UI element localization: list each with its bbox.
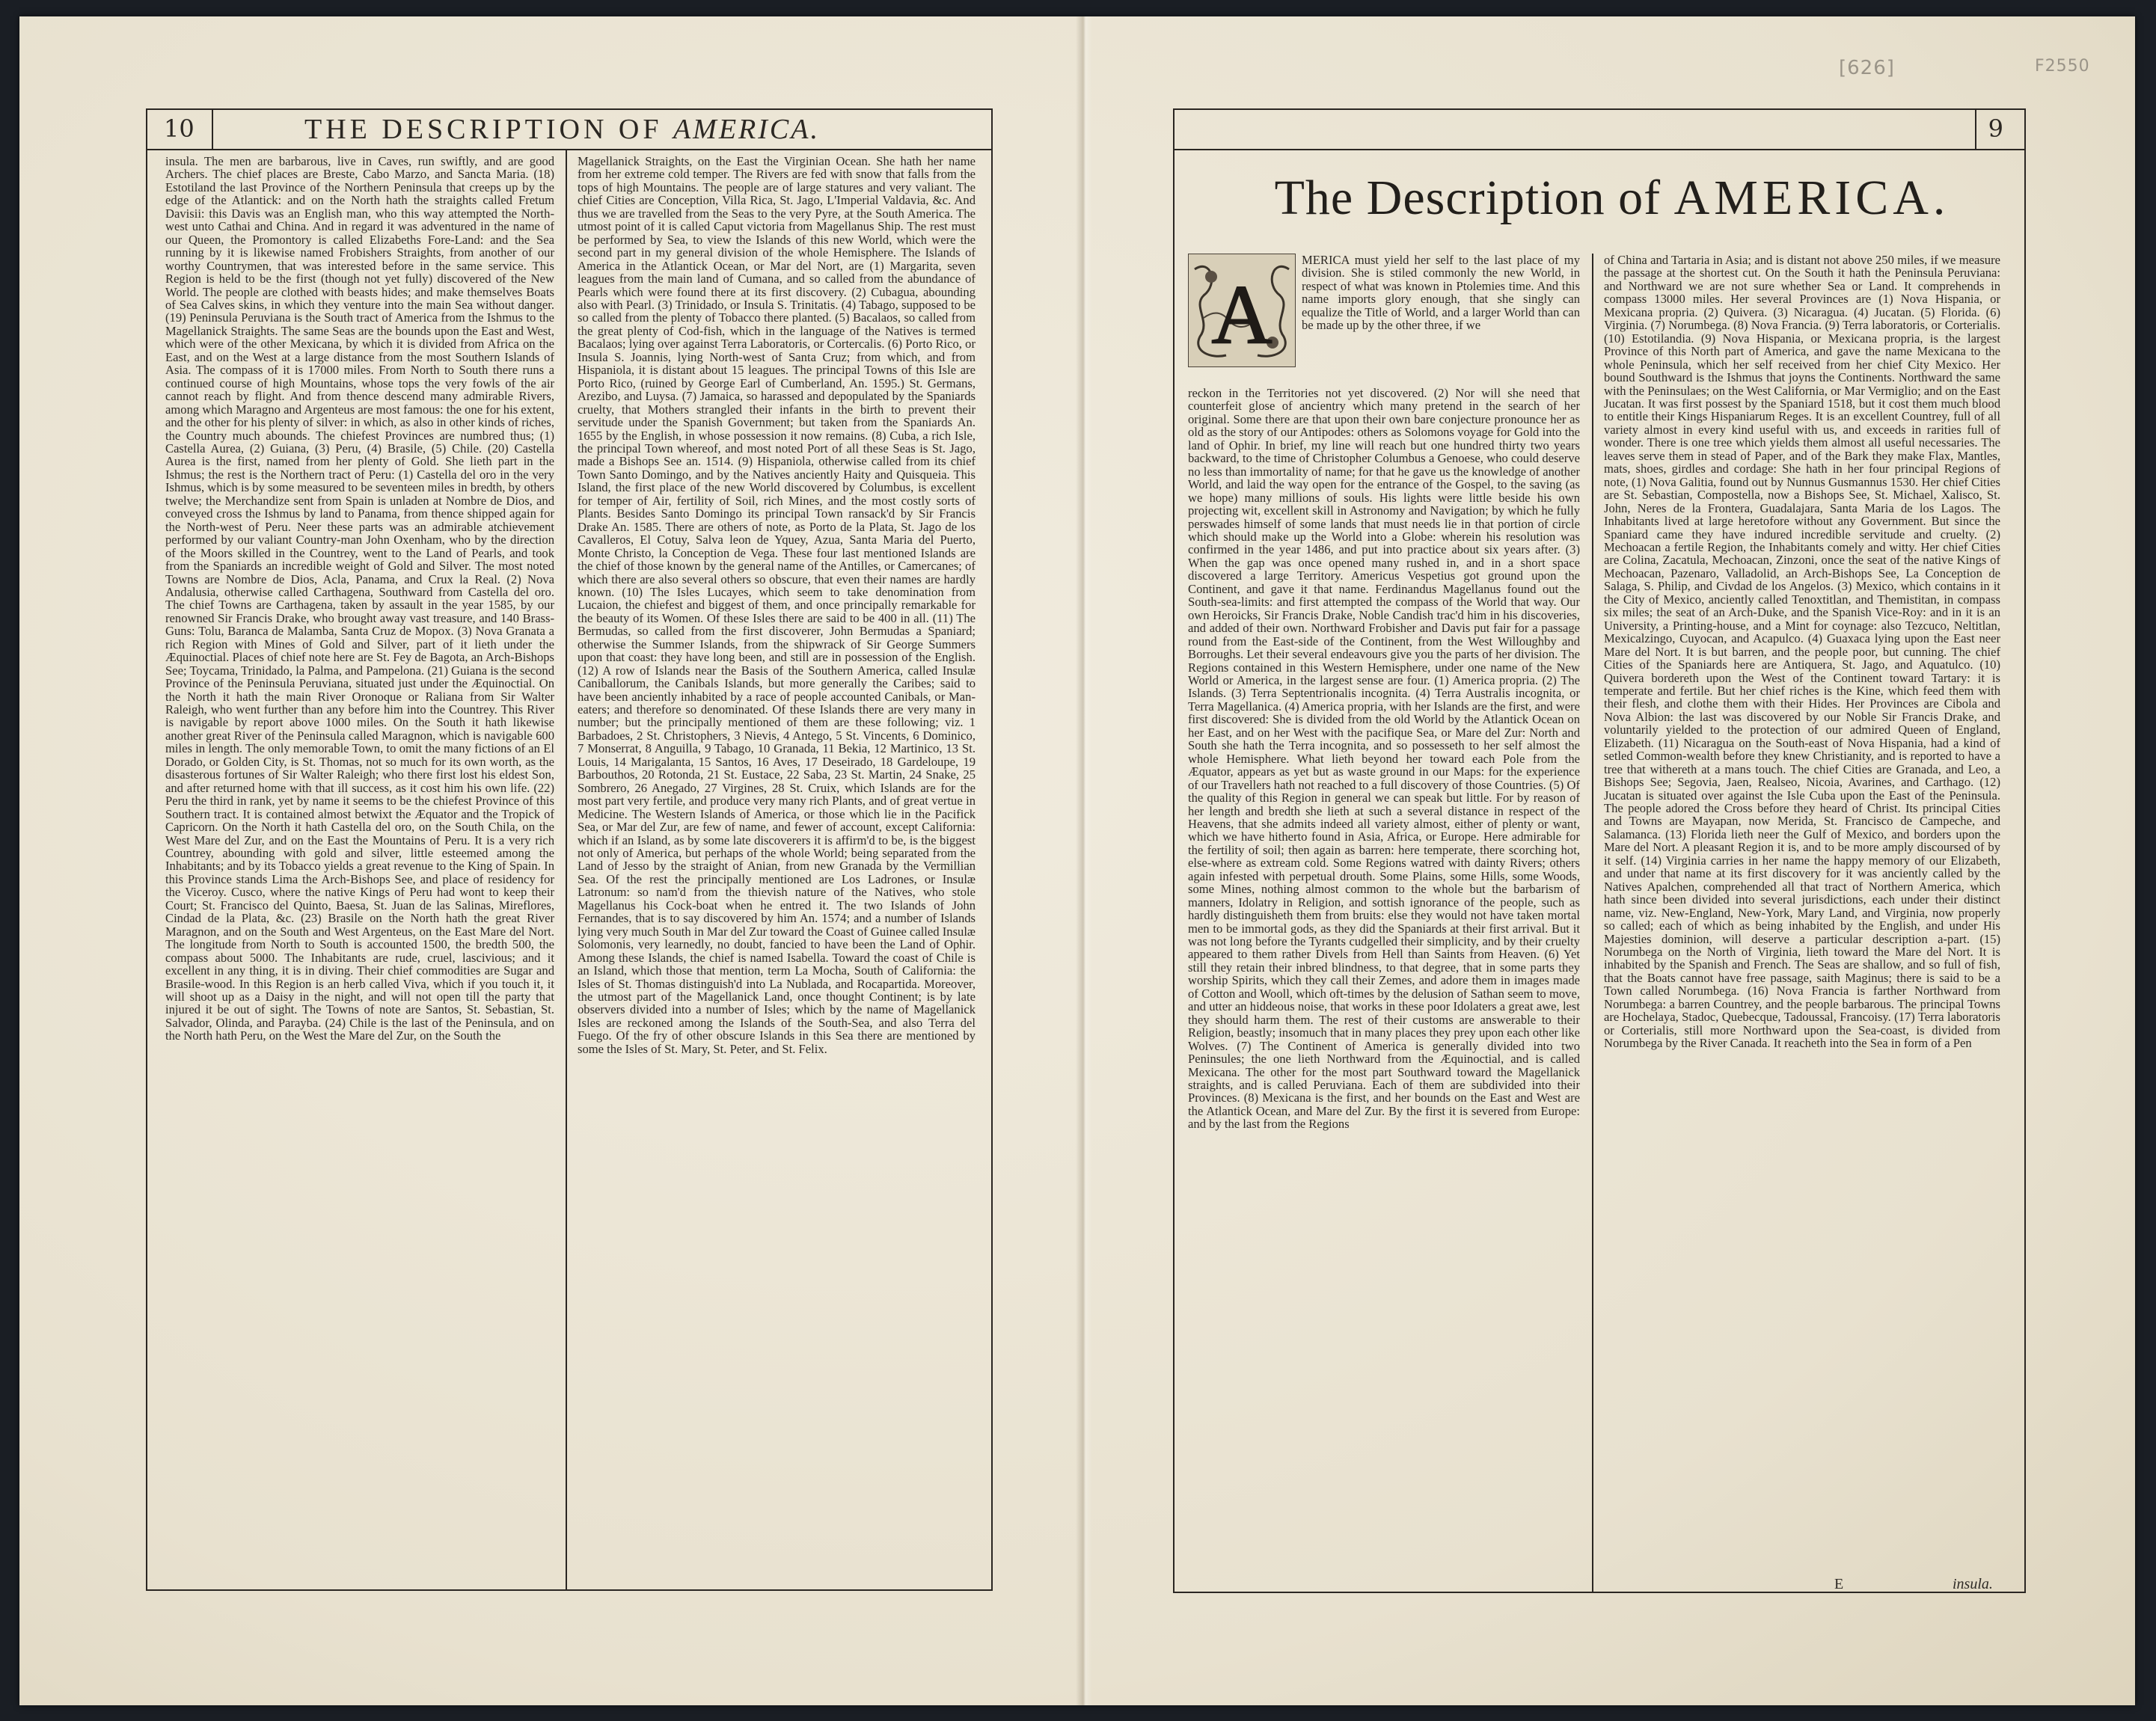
main-title-text: The Description of — [1274, 171, 1662, 225]
center-fold — [1076, 16, 1092, 1705]
left-column-2 — [578, 155, 976, 1585]
right-page-number: 9 — [1988, 114, 2003, 143]
running-title-text: THE DESCRIPTION OF — [304, 114, 663, 145]
right-column-2 — [1604, 254, 2000, 1574]
running-title-name: AMERICA. — [673, 114, 820, 145]
right-column-rule — [1592, 254, 1593, 1592]
left-head-rule — [212, 110, 213, 149]
drop-cap-letter: A — [1211, 269, 1273, 361]
left-column-rule — [566, 149, 567, 1591]
left-page — [146, 108, 993, 1591]
pencil-note-right: F2550 — [2035, 57, 2090, 76]
right-column-1-intro — [1302, 254, 1580, 385]
left-running-head — [147, 110, 991, 150]
right-column-1-intro-text: MERICA must yield her self to the last place of my division. She is stiled commonly the new World, in respect of what was known in Ptolemies time. And this name imports glory enough, that she singly can equalize the Title of World, and a larger World than can be made up by the other three, if we — [1302, 254, 1580, 333]
left-column-1 — [165, 155, 554, 1585]
signature-mark: E — [1834, 1576, 1844, 1592]
right-column-1 — [1188, 387, 1580, 1589]
ornamental-initial-art — [1189, 254, 1295, 366]
pencil-note-left: [626] — [1839, 57, 1895, 79]
ornamental-initial — [1188, 254, 1296, 367]
left-column-2-text: Magellanick Straights, on the East the Virginian Ocean. She hath her name from her extreme cold temper. The Rivers are fed with snow that falls from the tops of high Mountains. The people are of large statures and very valiant. The chief Cities are Conception, Villa Rica, St. Jago, L'Imperial Valdavia, &c. And thus we are travelled from the Seas to the very Pyre, at the South America. The utmost point of it is called Caput victoria from Magellanus Ship. The rest must be performed by Sea, to view the Islands of this new World, which were the second part in my general division of the whole Hemisphere. The Islands of America in the Atlantick Ocean, or Mar del Nort, are (1) Margarita, seven leagues from the main land of Cumana, and so called from the abundance of Pearls which were found there at its first discovery. (2) Cubagua, abounding also with Pearl. (3) Trinidado, or Insula S. Trinitatis. (4) Tabago, supposed to be so called from the plenty of Tobacco there planted. (5) Bacalaos, so called from the great plenty of Cod-fish, which in the language of the Natives is termed Bacalaos; lying over against Terra Laboratoris, or Cortercalis. (6) Porto Rico, or Insula S. Joannis, lying North-west of Santa Cruz; from which, and from Hispaniola, it is distant about 15 leagues. The principal Towns of this Isle are Porto Rico, (ruined by George Earl of Cumberland, An. 1595.) St. Germans, Arezibo, and Luysa. (7) Jamaica, so harassed and depopulated by the Spaniards cruelty, that Mothers strangled their infants in the birth to prevent their servitude under the Spanish Government; but taken from the Spaniards An. 1655 by the English, in whose possession it now remains. (8) Cuba, a rich Isle, the principal Town whereof, and most noted Port of all these Seas is St. Jago, made a Bishops See an. 1514. (9) Hispaniola, otherwise called from its chief Town Santo Domingo, and by the Natives anciently Haity and Quisqueia. This Island, the first place of the new World discovered by Columbus, is excellent for temper of Air, fertility of Soil, rich Mines, and the most costly sorts of Plants. Besides Santo Domingo its principal Town ransack'd by Sir Francis Drake An. 1585. There are others of note, as Porto de la Plata, St. Jago de los Cavalleros, El Cotuy, Salva leon de Yquey, Azua, Santa Maria del Puerto, Monte Christo, la Conception de Vega. These four last mentioned Islands are the chief of those known by the general name of the Antilles, or Camercanes; of which there are also several others so obscure, that even their names are hardly known. (10) The Isles Lucayes, which seem to take denomination from Lucaion, the chiefest and biggest of them, and once principally remarkable for the beauty of its Women. Of these Isles there are said to be 400 in all. (11) The Bermudas, so called from the first discoverer, John Bermudas a Spaniard; otherwise the Summer Islands, from the shipwrack of Sir George Summers upon that coast: they have long been, and still are in possession of the English. (12) A row of Islands near the Basis of the Southern America, called Insulæ Caniballorum, the Canibals Islands, but more generally the Caribes; said to have been anciently inhabited by a race of people accounted Canibals, or Man-eaters; and therefore so denominated. Of these Islands there are very many in number; but the principally mentioned of them are these following; viz. 1 Barbadoes, 2 St. Christophers, 3 Nievis, 4 Antego, 5 St. Vincents, 6 Dominico, 7 Monserrat, 8 Anguilla, 9 Tabago, 10 Granada, 11 Bekia, 12 Martinico, 13 St. Louis, 14 Marigalanta, 15 Santos, 16 Aves, 17 Deseirado, 18 Gardeloupe, 19 Barbouthos, 20 Rotonda, 21 St. Eustace, 22 Saba, 23 St. Martin, 24 Snake, 25 Sombrero, 26 Anegado, 27 Virgines, 28 St. Cruix, which Islands are for the most part very fertile, and produce very many rich Plants, and of great vertue in Medicine. The Western Islands of America, or those which lie in the Pacifick Sea, or Mar del Zur, are few of name, and fewer of account, except California: which if an Island, as by some late discoverers it is affirm'd to be, is the biggest not only of America, but perhaps of the whole World; being separated from the Land of Jesso by the straight of Anian, from new Granada by the Vermillian Sea. Of the rest the principally mentioned are Los Ladrones, or Insulæ Latronum: so nam'd from the thievish nature of the Natives, who stole Magellanus his Cock-boat when he entred it. The two Islands of John Fernandes, that is to say discovered by him An. 1574; and a number of Islands lying very much South in Mar del Zur toward the Coast of Guinee called Insulæ Solomonis, very learnedly, no doubt, fancied to have been the Land of Ophir. Among these Islands, the chief is named Isabella. Toward the coast of Chile is an Island, which those that mention, term La Mocha, South of California: the Isles of St. Thomas distinguish'd into La Nublada, and Rocapartida. Moreover, the utmost part of the Magellanick Land, once thought Continent; is by late observers divided into a number of Isles; which by the name of Magellanick Isles are reckoned among the Islands of the South-Sea, and also Terra del Fuego. Of the fry of other obscure Islands in this Sea there are mentioned by some the Isles of St. Mary, St. Peter, and St. Felix. — [578, 155, 976, 1056]
left-running-title — [304, 113, 820, 146]
left-page-number: 10 — [164, 114, 195, 143]
main-title — [1246, 170, 1979, 227]
left-column-1-text: insula. The men are barbarous, live in Caves, run swiftly, and are good Archers. The chief places are Breste, Cabo Marzo, and Sancta Maria. (18) Estotiland the last Province of the Northern Peninsula that creeps up by the edge of the Atlantick: and on the North hath the straights called Fretum Davisii: this Davis was an English man, who this way attempted the North-west unto Cathai and China. And in regard it was adventured in the name of our Queen, the Promontory is called Elizabeths Fore-Land: and the Sea running by it is likewise named Frobishers Straights, from another of our worthy Countrymen, that was interested before in the same service. This Region is held to be the first (though not yet fully) discovered of the New World. The people are clothed with beasts hides; and make themselves Boats of Sea Calves skins, in which they venture into the main Sea without danger. (19) Peninsula Peruviana is the South tract of America from the Ishmus to the Magellanick Straights. The same Seas are the bounds upon the East and West, which were of the other Mexicana, by which it is divided from Africa on the East, and on the West at a large distance from the most Southern Islands of Asia. The compass of it is 17000 miles. From North to South there runs a continued course of high Mountains, whose tops the very fowls of the air cannot reach by flight. And from thence descend many admirable Rivers, among which Maragno and Argenteus are most famous: the one for his extent, and the other for his plenty of silver: in which, as also in other kinds of riches, the Country much abounds. The chiefest Provinces are numbred thus; (1) Castella Aurea, (2) Guiana, (3) Peru, (4) Brasile, (5) Chile. (20) Castella Aurea is the first, named from her plenty of Gold. She lieth part in the Ishmus; the rest is the Northern tract of Peru: (1) Castella del oro in the very Ishmus, which is by some measured to be seventeen miles in bredth, by others twelve; the Merchandize sent from Spain is unladen at Nombre de Dios, and conveyed cross the Ishmus by land to Panama, from thence shipped again for the North-west of Peru. Neer these parts was an admirable atchievement performed by our valiant Country-man John Oxenham, who by the direction of the Moors skilled in the Countrey, went to the Land of Pearls, and took from the Spaniards an incredible weight of Gold and Silver. The most noted Towns are Nombre de Dios, Acla, Panama, and Crux la Real. (2) Nova Andalusia, otherwise called Carthagena, Southward from Castella del oro. The chief Towns are Carthagena, taken by assault in the year 1585, by our renowned Sir Francis Drake, who brought away vast treasure, and 140 Brass-Guns: Tolu, Baranca de Malamba, Santa Cruz de Mopox. (3) Nova Granata a rich Region with Mines of Gold and Silver, part of it lieth under the Æquinoctial. Places of chief note here are St. Fey de Bagota, an Arch-Bishops See; Toycama, Trinidado, la Palma, and Pampelona. (21) Guiana is the second Province of the Peninsula Peruviana, situated just under the Æquinoctial. On the North it hath the main River Oronoque or Raliana from Sir Walter Raleigh, who went further than any before him into the Countrey. This River is navigable by report above 1000 miles. On the South it hath likewise another great River of the Peninsula called Maragnon, which is navigable 600 miles in length. The only memorable Town, to omit the many fictions of an El Dorado, or Golden City, is St. Thomas, not so much for its own worth, as the disasterous fortunes of Sir Walter Raleigh; who there first lost his eldest Son, and after returned home with that ill success, as it cost him his own life. (22) Peru the third in rank, yet by name it seems to be the chiefest Province of this Southern tract. It is contained almost betwixt the Æquator and the Tropick of Capricorn. On the North it hath Castella del oro, on the South Chila, on the West Mare del Zur, and on the East the Mountains of Peru. It is a very rich Countrey, abounding with gold and silver, little esteemed among the Inhabitants; and by its Tobacco yields a great revenue to the King of Spain. In this Province stands Lima the Arch-Bishops See, and place of residency for the Viceroy. Cusco, where the native Kings of Peru had wont to keep their Court; St. Francisco del Quinto, Baesa, St. Juan de las Salinas, Mireflores, Cindad de la Plata, &c. (23) Brasile on the North hath the great River Maragnon, and on the South and West Argenteus, on the East Mare del Nort. The longitude from North to South is accounted 1500, the bredth 500, the compass about 5000. The Inhabitants are rude, cruel, lascivious; and it excellent in any thing, it is in diving. Their chief commodities are Sugar and Brasile-wood. In this Region is an herb called Viva, which if you touch it, it will shoot up as a Daisy in the night, and will not open till the party that injured it be out of sight. The Towns of note are Santos, St. Sebastian, St. Salvador, Olinda, and Parayba. (24) Chile is the last of the Peninsula, and on the North hath Peru, on the West the Mare del Zur, on the South the — [165, 155, 554, 1043]
main-title-name: AMERICA. — [1673, 171, 1950, 225]
right-running-head — [1175, 110, 2024, 150]
right-page — [1173, 108, 2026, 1593]
right-column-1-text: reckon in the Territories not yet discovered. (2) Nor will she need that counterfeit glose of ancientry which many pretend in the search of her original. Some there are that upon their own bare conjecture pronounce her as old as the story of our Antipodes: others as Solomons voyage for Gold into the land of Ophir. In brief, my line will reach but one hundred thirty two years backward, to the time of Christopher Columbus a Genoese, who could deserve no less than immortality of name; for that he gave us the knowledge of another World, and laid the way open for the entrance of the Gospel, to the saving (as we hope) many millions of souls. His lights were little beside his own projecting wit, excellent skill in Astronomy and Navigation; by which he fully perswades himself of some lands that must needs lie in that portion of circle which should make up the World into a Globe: wherein his resolution was confirmed in the year 1486, and put into practice about six years after. (3) When the gap was once opened many rushed in, and in a short space discovered a large Territory. Americus Vespetius got ground upon the Continent, and gave it that name. Ferdinandus Magellanus found out the South-sea-limits: and first attempted the compass of the World that way. Our own Heroicks, Sir Francis Drake, Noble Candish trac'd him in his discoveries, and added of their own. Northward Frobisher and Davis put fair for a passage round from the East-side of the Continent, from the West Willoughby and Borroughs. Let their several endeavours give you the parts of her division. The Regions contained in this Western Hemisphere, under one name of the New World or America, in the largest sense are four. (1) America propria. (2) The Islands. (3) Terra Septentrionalis incognita. (4) Terra Australis incognita, or Terra Magellanica. (4) America propria, with her Islands are the first, and were first discovered: She is divided from the old World by the Atlantick Ocean on her East, and on her West with the pacifique Sea, or Mare del Zur: North and South she hath the Terra incognita, and so possesseth to her self almost the whole Hemisphere. What lieth beyond her toward each Pole from the Æquator, appears as yet but as waste ground in our Maps: for the experience of our Travellers hath not reached to a full discovery of those Countries. (5) Of the quality of this Region in general we can speak but little. For by reason of her length and bredth she lieth at such a several distance in respect of the Heavens, that she admits indeed all variety almost, either of plenty or want, which we have hitherto found in Asia, Africa, or Europe. Here admirable for the fertility of soil; then again as barren: here temperate, there scorching hot, else-where as extream cold. Some Regions watred with dainty Rivers; others again infested with perpetual drouth. Some Plains, some Hills, some Woods, some Mines, nothing almost common to the whole but the barbarism of manners, Idolatry in Religion, and sottish ignorance of the people, such as hardly distinguisheth them from bruits: else they would not have taken mortal men to be immortal gods, as they did the Spaniards at their first arrival. But it was not long before the Tyrants cudgelled their simplicity, and by their cruelty appeared to them rather Divels from Hell than Saints from Heaven. (6) Yet still they retain their inbred blindness, to that degree, that in some parts they worship Spirits, which they call their Zemes, and adore them in images made of Cotton and Wooll, which oft-times by the delusion of Sathan seem to move, and utter an hiddeous noise, that works in these poor Idolaters a great awe, lest they should harm them. The rest of their customs are answerable to their Religion, beastly; insomuch that in many places they prey upon each other like Wolves. (7) The Continent of America is generally divided into two Peninsules; the one lieth Northward from the Æquinoctial, and is called Mexicana. The other for the most part Southward toward the Magellanick straights, and is called Peruviana. Each of them are subdivided into their Provinces. (8) Mexicana is the first, and her bounds on the East and West are the Atlantick Ocean, and Mare del Zur. By the first it is severed from Europe: and by the last from the Regions — [1188, 387, 1580, 1132]
right-column-2-text: of China and Tartaria in Asia; and is distant not above 250 miles, if we measure the passage at the shortest cut. On the South it hath the Peninsula Peruviana: and Northward we are not sure whether Sea or Land. It comprehends in compass 13000 miles. Her several Provinces are (1) Nova Hispania, or Mexicana propria. (2) Quivera. (3) Nicaragua. (4) Jucatan. (5) Florida. (6) Virginia. (7) Norumbega. (8) Nova Francia. (9) Terra laboratoris, or Corterialis. (10) Estotilandia. (9) Nova Hispania, or Mexicana propria, is the largest Province of this North part of America, and gave the name Mexicana to the whole Peninsula, which her self received from her chief City Mexico. Her bound Southward is the Ishmus that joyns the Continents. Northward the same with the Peninsulaes; on the West California, or Mar Vermiglio; and on the East Jucatan. It was first possest by the Spaniard 1518, but it cost them much blood to entitle their Kings Hispaniarum Reges. It is an excellent Countrey, full of all variety almost in every kind useful with us, and exceeds in rarities full of wonder. There is one tree which yields them almost all useful necessaries. The leaves serve them in stead of Paper, and of the Bark they make Flax, Mantles, mats, shoes, girdles and cordage: She hath in her four principal Regions of note, (1) Nova Galitia, found out by Nunnus Gusmannus 1530. Her chief Cities are St. Sebastian, Compostella, now a Bishops See, St. Michael, Xalisco, St. John, Neres de la Frontera, Guadalajara, Santa Maria de los Lagos. The Inhabitants lived at large heretofore without any Government. But since the Spaniard came they have indured incredible servitude and cruelty. (2) Mechoacan a fertile Region, the Inhabitants comely and witty. Her chief Cities are Colina, Zacatula, Mechoacan, Zinzoni, once the seat of the native Kings of Mechoacan, Pazenaro, Valladolid, an Arch-Bishops See, La Conception de Salaga, S. Philip, and Civdad de los Angelos. (3) Mexico, which contains in it the City of Mexico, anciently called Tenoxtitlan, and Themistitan, in compass six miles; the seat of an Arch-Duke, and the Spanish Vice-Roy: and in it is an University, a Printing-house, and a Mint for coynage: also Tezcuco, Neltitlan, Mexicalzingo, Cuyocan, and Acapulco. (4) Guaxaca lying upon the East neer Mare del Nort. It is but barren, and the people poor, but cunning. The chief Cities of the Spaniards here are Antiquera, St. Jago, and Aquatulco. (10) Quivera bordereth upon the West of the Continent toward Tartary: it is temperate and fertile. But her chief riches is the Kine, which feed them with their flesh, and clothe them with their Hides. Her Provinces are Cibola and Nova Albion: the last was discovered by our Noble Sir Francis Drake, and voluntarily yielded to the protection of our admired Queen of England, Elizabeth. (11) Nicaragua on the South-east of Nova Hispania, had a kind of setled Common-wealth before they knew Christianity, and is reported to have a tree that withereth at a mans touch. The chief Cities are Granada, and Leo, a Bishops See; Segovia, Jaen, Realseo, Nicoia, Avarines, and Carthago. (12) Jucatan is situated over against the Isle Cuba upon the East of the Peninsula. The people adored the Cross before they heard of Christ. Its principal Cities and Towns are Mayapan, now Merida, St. Francisco de Campeche, and Salamanca. (13) Florida lieth neer the Gulf of Mexico, and borders upon the Mare del Nort. A pleasant Region it is, and to be more amply discoursed of by it self. (14) Virginia carries in her name the happy memory of our Elizabeth, and under that name at its first discovery for it was anciently called by the Natives Apalchen, comprehended all that tract of Northern America, which hath since been divided into several jurisdictions, each under their distinct name, viz. New-England, New-York, Mary Land, and Virginia, now properly so called; each of which as being inhabited by the English, and under His Majesties dominion, will deserve a particular description a-part. (15) Norumbega on the North of Virginia, lieth toward the Mare del Nort. It is inhabited by the Spanish and French. The Seas are shallow, and so full of fish, that the Boats cannot have free passage, saith Maginus; there is said to be a Town called Norumbega. (16) Nova Francia is farther Northward from Norumbega: a barren Countrey, and the people barbarous. The principal Towns are Hochelaya, Stadoc, Quebecque, Tadoussal, Francoisy. (17) Terra laboratoris or Corterialis, still more Northward upon the Sea-coast, is divided from Norumbega by the River Canada. It reacheth into the Sea in form of a Pen — [1604, 254, 2000, 1051]
right-head-rule — [1975, 110, 1976, 149]
catchword: insula. — [1953, 1576, 1993, 1592]
